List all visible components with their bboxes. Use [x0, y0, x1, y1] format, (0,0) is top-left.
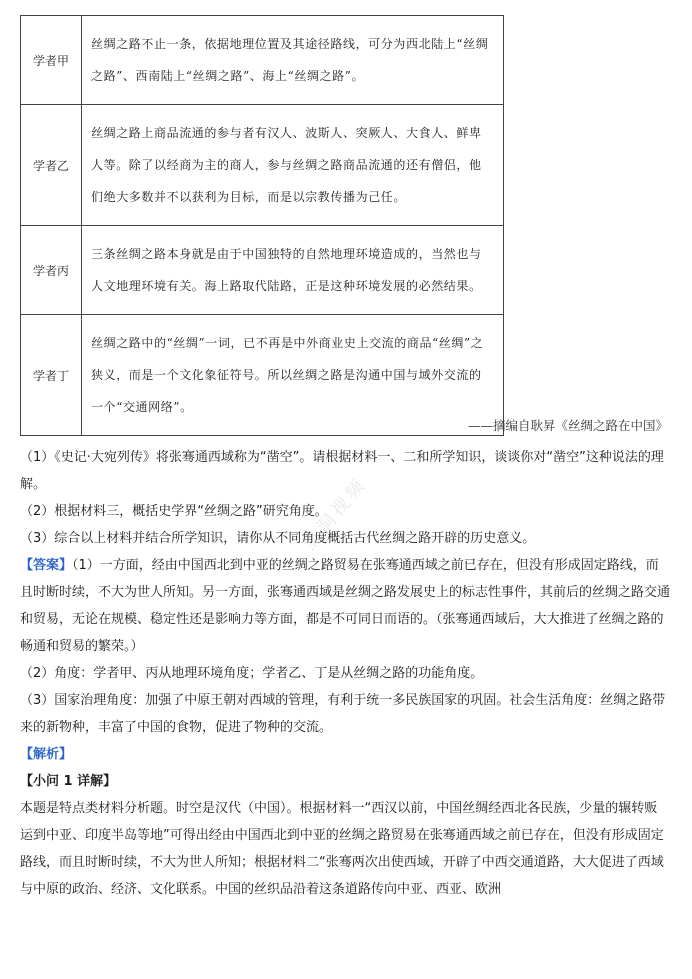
- answer-paragraph-3: （3）国家治理角度：加强了中原王朝对西域的管理，有利于统一多民族国家的巩固。社会生活角度：丝绸之路带来的新物种，丰富了中国的食物，促进了物种的交流。: [20, 693, 666, 735]
- scholar-view: 三条丝绸之路本身就是由于中国独特的自然地理环境造成的，当然也与人文地理环境有关。海上路取代陆路，正是这种环境发展的必然结果。: [82, 226, 504, 315]
- table-row: [21, 226, 504, 315]
- table-row: [21, 16, 504, 105]
- question-2: （2）根据材料三，概括史学界“丝绸之路”研究角度。: [20, 504, 328, 519]
- scholar-views-table: [20, 15, 504, 436]
- scholar-view: 丝绸之路上商品流通的参与者有汉人、波斯人、突厥人、大食人、鲜卑人等。除了以经商为主的商人，参与丝绸之路商品流通的还有僧侣，他们绝大多数并不以获利为目标，而是以宗教传播为己任。: [82, 105, 504, 226]
- sub-question-heading: 【小问 1 详解】: [20, 774, 117, 789]
- scholar-name: 学者丁: [21, 315, 82, 436]
- table-row: [21, 315, 504, 436]
- scholar-view: 丝绸之路中的“丝绸”一词，已不再是中外商业史上交流的商品“丝绸”之狭义，而是一个文化象征符号。所以丝绸之路是沟通中国与域外交流的一个“交通网络”。: [82, 315, 504, 436]
- question-answer-body: [20, 444, 670, 903]
- table-row: [21, 105, 504, 226]
- material-table-container: [20, 15, 504, 436]
- answer-paragraph-1: [20, 552, 670, 660]
- answer-tag: 【答案】: [20, 558, 73, 573]
- source-citation: ——摘编自耿昇《丝绸之路在中国》: [467, 418, 668, 433]
- scholar-name: 学者丙: [21, 226, 82, 315]
- analysis-tag: 【解析】: [20, 747, 73, 762]
- scholar-name: 学者乙: [21, 105, 82, 226]
- scholar-name: 学者甲: [21, 16, 82, 105]
- watermark: 黑洞视频: [298, 473, 372, 555]
- answer-text-1: （1）一方面，经由中国西北到中亚的丝绸之路贸易在张骞通西域之前已存在，但没有形成固定路线，而且时断时续，不大为世人所知。另一方面，张骞通西域是丝绸之路发展史上的标志性事件，其前后的丝绸之路交通和贸易，无论在规模、稳定性还是影响力等方面，都是不可同日而语的。（张骞通西域后，大大推进了丝绸之路的畅通和贸易的繁荣。）: [20, 558, 671, 654]
- scholar-view: 丝绸之路不止一条，依据地理位置及其途径路线，可分为西北陆上“丝绸之路”、西南陆上“丝绸之路”、海上“丝绸之路”。: [82, 16, 504, 105]
- answer-paragraph-2: （2）角度：学者甲、丙从地理环境角度；学者乙、丁是从丝绸之路的功能角度。: [20, 666, 484, 681]
- question-1: （1）《史记·大宛列传》将张骞通西域称为“凿空”。请根据材料一、二和所学知识，谈谈你对“凿空”这种说法的理解。: [20, 450, 664, 492]
- question-3: （3）综合以上材料并结合所学知识，请你从不同角度概括古代丝绸之路开辟的历史意义。: [20, 531, 536, 546]
- analysis-paragraph: 本题是特点类材料分析题。时空是汉代（中国）。根据材料一“西汉以前，中国丝绸经西北各民族，少量的辗转贩运到中亚、印度半岛等地”可得出经由中国西北到中亚的丝绸之路贸易在张骞通西域之前已存在，但没有形成固定路线，而且时断时续，不大为世人所知；根据材料二“张骞两次出使西域，开辟了中西交通道路，大大促进了西域与中原的政治、经济、文化联系。中国的丝织品沿着这条道路传向中亚、西亚、欧洲: [20, 801, 664, 897]
